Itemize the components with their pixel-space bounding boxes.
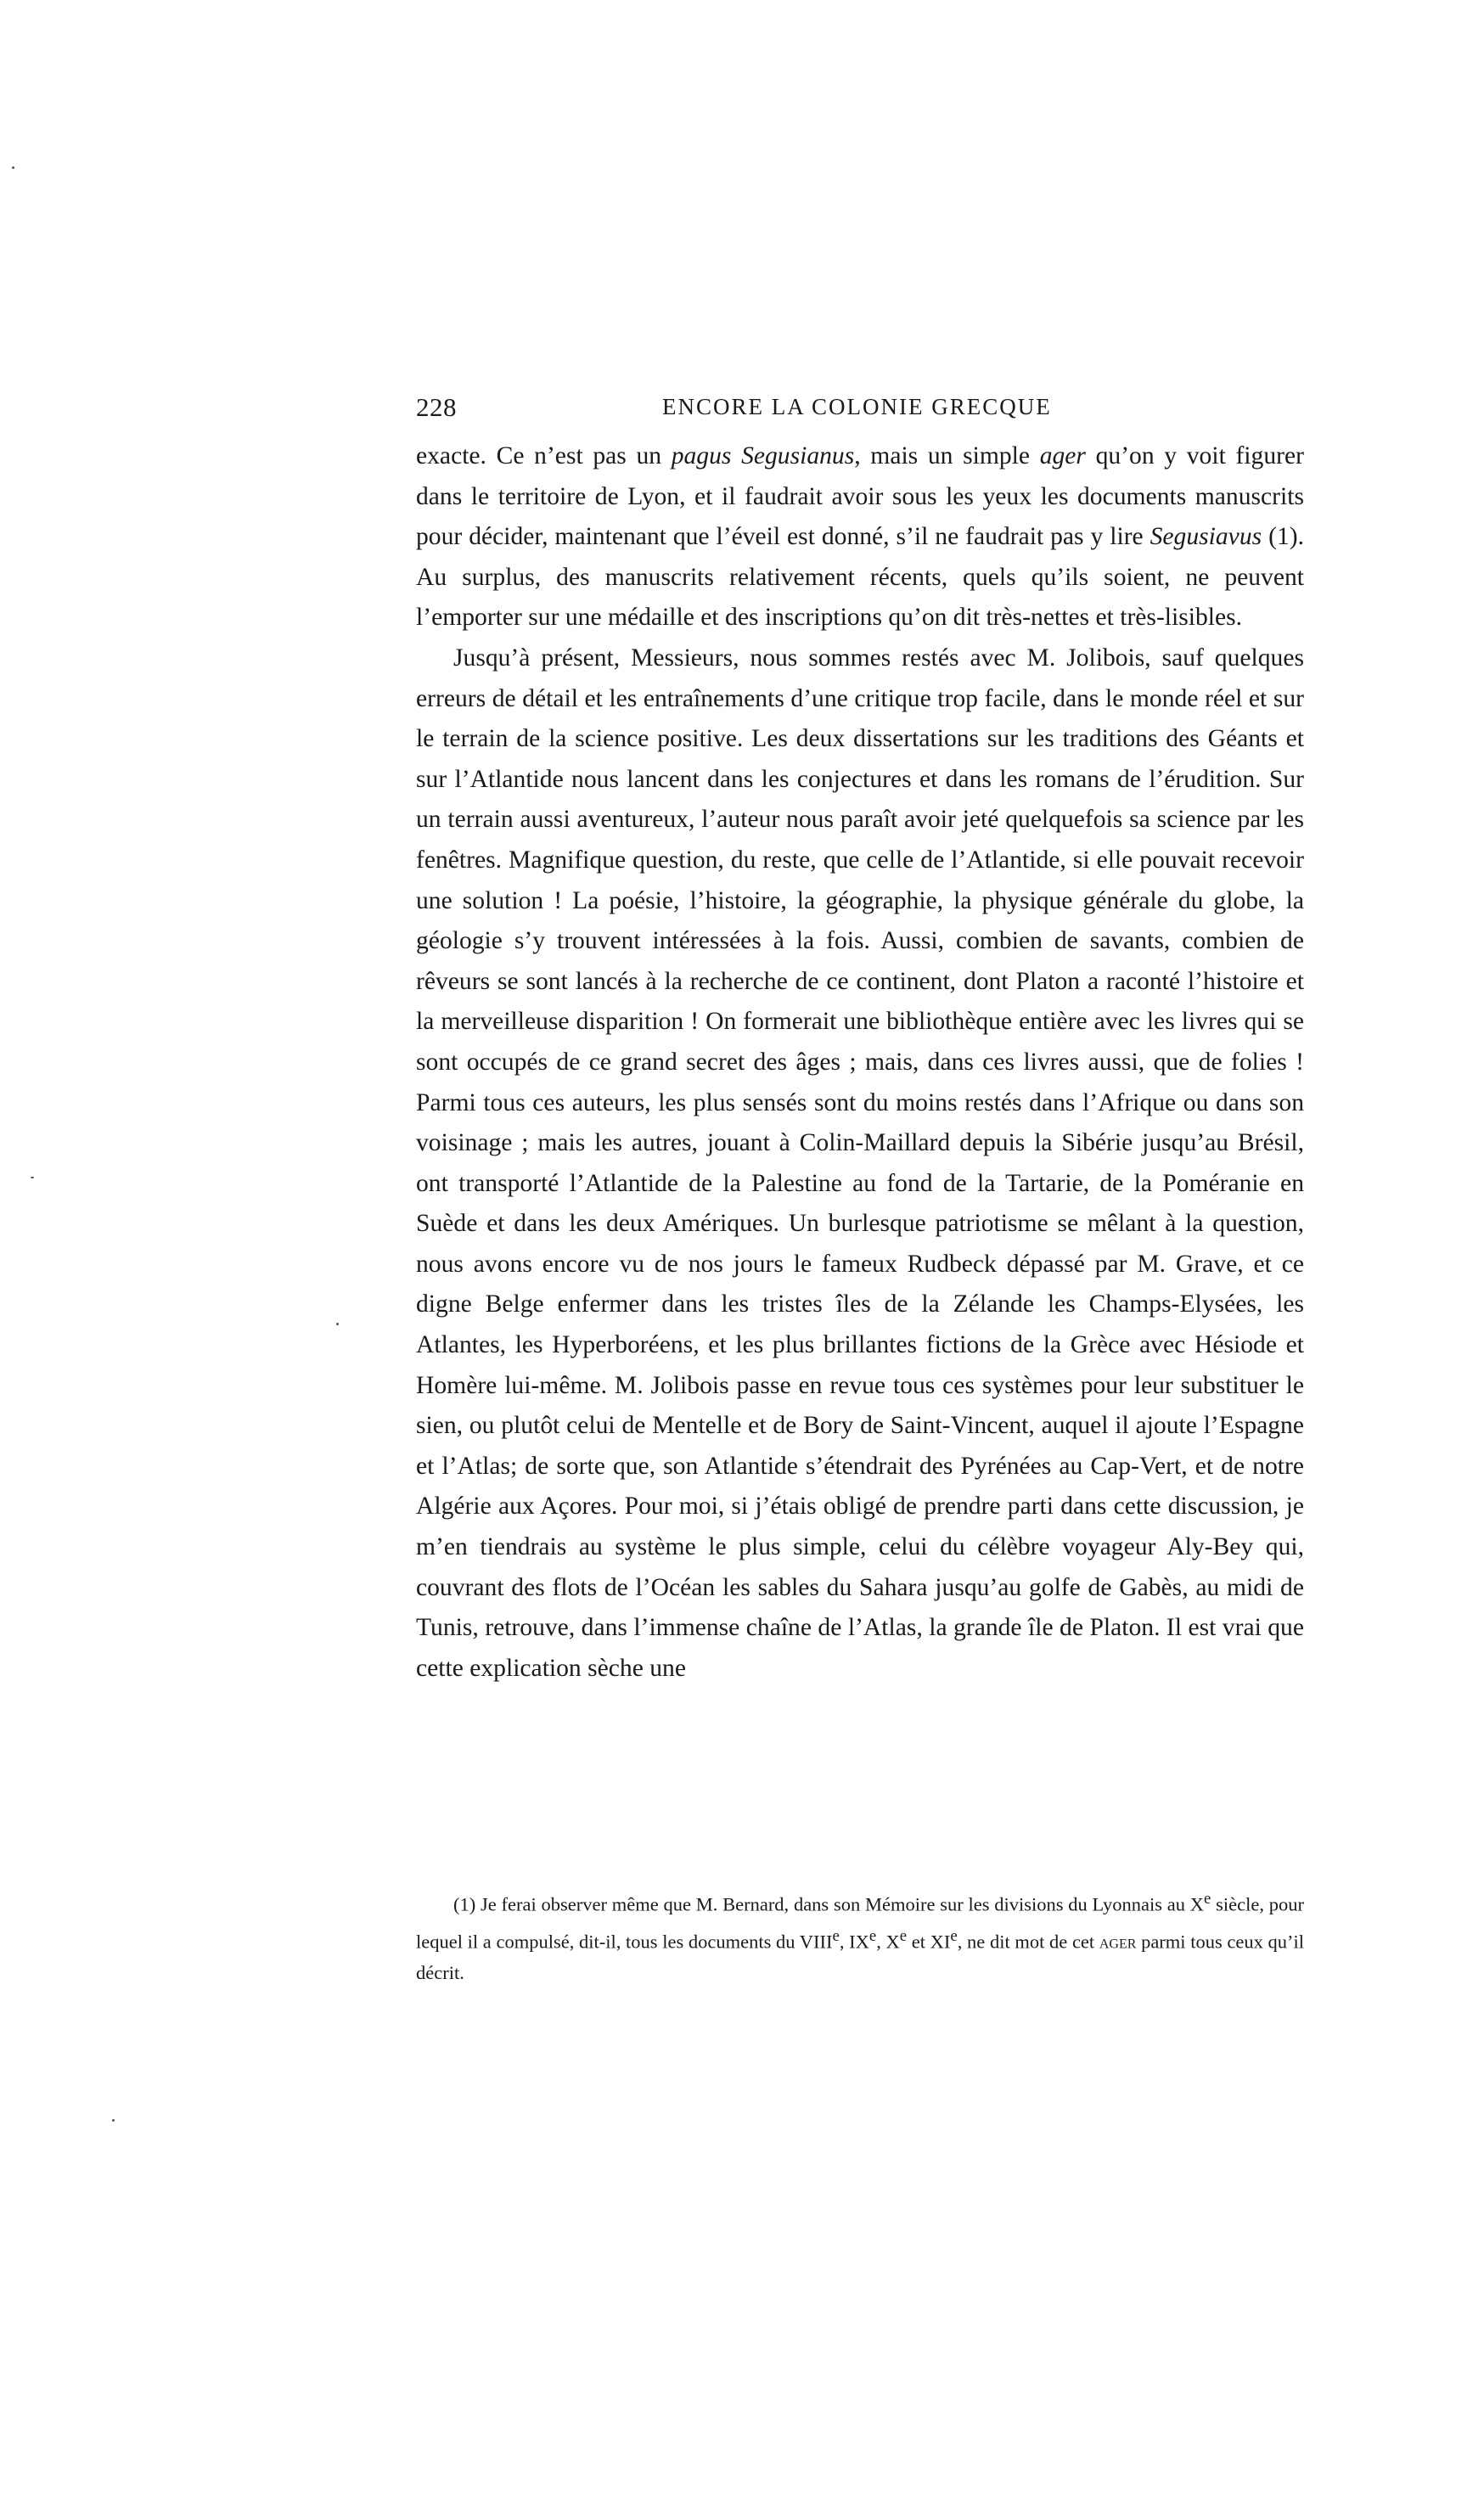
superscript: e: [899, 1926, 908, 1945]
running-title: ENCORE LA COLONIE GRECQUE: [662, 394, 1052, 419]
text-run: (1) Je ferai observer même que M. Bernard, dans son Mémoire sur les divisions du Lyonnais au X: [453, 1893, 1205, 1915]
scan-speck: [336, 1323, 339, 1325]
superscript: e: [832, 1926, 840, 1945]
text-run: (1). Au surplus, des manuscrits relativement récents, quels qu’ils soient, ne peuvent l’emporter sur une médaille et des inscriptions qu’on dit très-nettes et très-lisibles.: [416, 523, 1304, 632]
superscript: e: [868, 1926, 877, 1945]
superscript: e: [1204, 1890, 1211, 1908]
page-number: 228: [416, 392, 457, 422]
footnote: [416, 1883, 1304, 1988]
text-run: Jusqu’à présent, Messieurs, nous sommes restés avec M. Jolibois, sauf quelques erreurs de détail et les entraînements d’une critique trop facile, dans le monde réel et sur le terrain de la science positive. Les deux dissertations sur les traditions des Géants et sur l’Atlantide nous lancent dans les conjectures et dans les romans de l’érudition. Sur un terrain aussi aventureux, l’auteur nous paraît avoir jeté quelquefois sa science par les fenêtres. Magnifique question, du reste, que celle de l’Atlantide, si elle pouvait recevoir une solution ! La poésie, l’histoire, la géographie, la physique générale du globe, la géologie s’y trouvent intéressées à la fois. Aussi, combien de savants, combien de rêveurs se sont lancés à la recherche de ce continent, dont Platon a raconté l’histoire et la merveilleuse disparition ! On formerait une bibliothèque entière avec les livres qui se sont occupés de ce grand secret des âges ; mais, dans ces livres aussi, que de folies ! Parmi tous ces auteurs, les plus sensés sont du moins restés dans l’Afrique ou dans son voisinage ; mais les autres, jouant à Colin-Maillard depuis la Sibérie jusqu’au Brésil, ont transporté l’Atlantide de la Palestine au fond de la Tartarie, de la Poméranie en Suède et dans les deux Amériques. Un burlesque patriotisme se mêlant à la question, nous avons encore vu de nos jours le fameux Rudbeck dépassé par M. Grave, et ce digne Belge enfermer dans les tristes îles de la Zélande les Champs-Elysées, les Atlantes, les Hyperboréens, et les plus brillantes fictions de la Grèce avec Hésiode et Homère lui-même. M. Jolibois passe en revue tous ces systèmes pour leur substituer le sien, ou plutôt celui de Mentelle et de Bory de Saint-Vincent, auquel il ajoute l’Espagne et l’Atlas; de sorte que, son Atlantide s’étendrait des Pyrénées au Cap-Vert, et de notre Algérie aux Açores. Pour moi, si j’étais obligé de prendre parti dans cette discussion, je m’en tiendrais au système le plus simple, celui du célèbre voyageur Aly-Bey qui, couvrant des flots de l’Océan les sables du Sahara jusqu’au golfe de Gabès, au midi de Tunis, retrouve, dans l’immense chaîne de l’Atlas, la grande île de Platon. Il est vrai que cette explication sèche une: [416, 644, 1304, 1682]
text-run: , X: [876, 1931, 900, 1952]
text-run: parmi tous ceux qu’il décrit.: [416, 1931, 1305, 1983]
text-run: exacte. Ce n’est pas un: [416, 442, 672, 469]
text-run: , mais un simple: [854, 442, 1040, 469]
text-run: , IX: [839, 1931, 869, 1952]
text-run: , ne dit mot de cet: [957, 1931, 1099, 1952]
scan-speck: [12, 166, 14, 169]
superscript: e: [950, 1926, 958, 1945]
body-text: [416, 436, 1304, 1689]
scan-speck: [31, 1177, 34, 1178]
italic-term: pagus Segusianus: [671, 442, 855, 469]
scan-speck: [112, 2119, 115, 2122]
paragraph-continuation: [416, 436, 1304, 638]
text-run: qu’on y voit figurer dans le territoire de Lyon, et il faudrait avoir sous les yeux les documents manuscrits pour décider, maintenant que l’éveil est donné, s’il ne faudrait pas y lire: [416, 442, 1304, 551]
text-run: siècle, pour lequel il a compulsé, dit-il, tous les documents du VIII: [416, 1893, 1304, 1952]
page-header: [416, 392, 1078, 426]
text-run: et XI: [907, 1931, 951, 1952]
small-caps-term: ager: [1099, 1931, 1137, 1952]
paragraph-jusqua-present: [416, 638, 1304, 1689]
italic-term: Segusiavus: [1150, 523, 1262, 551]
italic-term: ager: [1039, 442, 1086, 469]
